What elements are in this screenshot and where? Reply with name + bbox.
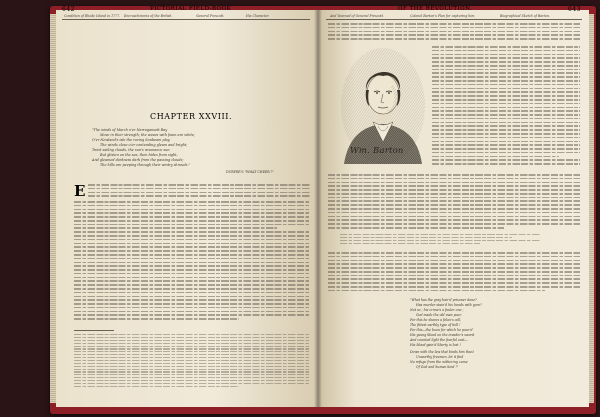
right-page-number: 643 bbox=[568, 6, 581, 13]
ballad-line: Not so ; his crime's a fouler one ; bbox=[410, 308, 464, 312]
ballad-line: God made the old man poor. bbox=[416, 313, 462, 317]
epigraph-line: The hills are peeping through their wintry shrouds." bbox=[100, 163, 191, 167]
right-subhead-1: And Yearned of General Prescott. bbox=[330, 14, 384, 18]
left-running-head: PICTORIAL FIELD-BOOK bbox=[150, 6, 232, 12]
ballad-line: And counted light the fearful cost— bbox=[410, 338, 468, 342]
ballad-line: Has murder stain'd his hands with gore? bbox=[416, 303, 482, 307]
left-header-rule bbox=[62, 19, 310, 20]
right-subhead-2: Colonel Barton's Plan for capturing him. bbox=[410, 14, 476, 18]
ballad-line: For this he shares a felon's cell, bbox=[410, 318, 462, 322]
left-subhead-3: General Prescott. bbox=[196, 14, 225, 18]
epigraph-line: "The winds of March o'er Narragansett Bay bbox=[92, 128, 168, 132]
ballad-line: For this—the boon for which he pour'd bbox=[410, 328, 473, 332]
epigraph-line: O'er Newland's isle the roving Sunbeam play, bbox=[92, 138, 171, 142]
right-inline-note bbox=[340, 234, 540, 250]
epigraph-attribution: DURFEE'S "WHAT CHEER ?" bbox=[226, 170, 274, 174]
right-top-text bbox=[328, 23, 580, 43]
left-subhead-1: Condition of Rhode Island in 1777. bbox=[64, 14, 121, 18]
ballad-line: Down with the law that binds him thus! bbox=[410, 350, 475, 354]
right-column-text bbox=[432, 46, 580, 170]
footnote-rule bbox=[74, 330, 114, 331]
right-body-text bbox=[328, 174, 580, 232]
epigraph-line: Twixt sailing clouds, the sun's resonance sun bbox=[92, 148, 170, 152]
ballad-line: The fittest earthly type of hell ! bbox=[410, 323, 461, 327]
left-footnote bbox=[74, 334, 310, 394]
epigraph-line: But glisten on the sea, then hides from sight, bbox=[100, 153, 178, 157]
epigraph-line: And gleamed darkness dark from the passing clouds; bbox=[92, 158, 184, 162]
drop-cap: E bbox=[74, 182, 86, 200]
left-opening-lines bbox=[88, 184, 310, 202]
left-subhead-2: Encroachments of the British. bbox=[124, 14, 173, 18]
ballad-line: Of God and human kind !" bbox=[416, 365, 459, 369]
right-body-text-2 bbox=[328, 252, 580, 296]
epigraph-line: The winds close o'er contending gleam and bright; bbox=[100, 143, 188, 147]
right-subhead-3: Biographical Sketch of Barton. bbox=[500, 14, 550, 18]
left-subhead-4: His Character. bbox=[246, 14, 270, 18]
ballad-line: No refuge from the withering curse bbox=[410, 360, 468, 364]
ballad-line: His young blood on the invader's sword, bbox=[410, 333, 476, 337]
right-header-rule bbox=[326, 19, 582, 20]
epigraph-line: Move in their strength; the waves with foam are white; bbox=[100, 133, 195, 137]
ballad-line: His blood-gain'd liberty is lost ! bbox=[410, 343, 461, 347]
left-page-number: 642 bbox=[62, 6, 75, 13]
ballad-line: Unworthy freemen, let it find bbox=[416, 355, 464, 359]
barton-signature: Wm. Barton bbox=[350, 146, 404, 156]
ballad-line: "What has the gray-hair'd prisoner done? bbox=[410, 298, 477, 302]
book-gutter bbox=[314, 10, 322, 407]
chapter-title: CHAPTER XXVIII. bbox=[150, 112, 233, 121]
right-page-edges bbox=[589, 14, 594, 403]
left-body-text bbox=[74, 201, 310, 325]
right-running-head: OF THE REVOLUTION. bbox=[398, 6, 473, 12]
